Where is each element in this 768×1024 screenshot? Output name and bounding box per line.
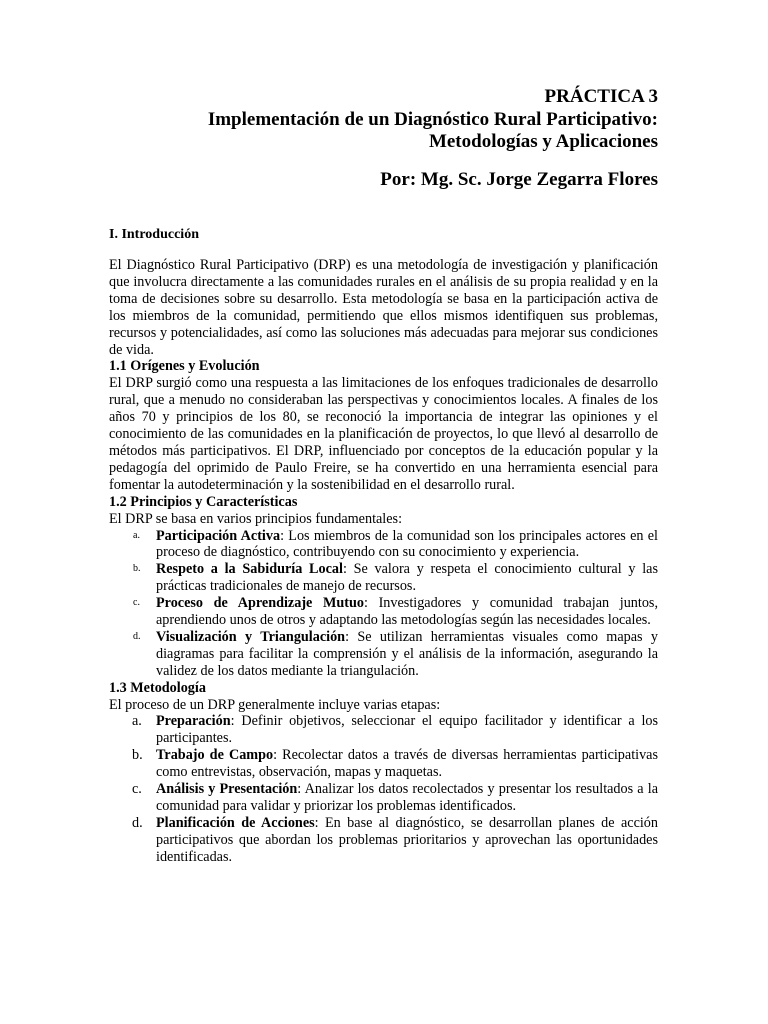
list-marker: d.	[132, 814, 143, 831]
list-text: : En base al diagnóstico, se desarrollan planes de acción participativos que abordan los problemas prioritarios y aprovechan las oportunidades identificadas.	[156, 814, 658, 865]
list-item	[109, 747, 658, 781]
list-marker: b.	[132, 747, 143, 764]
list-item	[109, 629, 658, 680]
list-text: : Se utilizan herramientas visuales como mapas y diagramas para facilitar la comprensión y el análisis de la información, asegurando la validez de los datos mediante la triangulación.	[156, 628, 658, 679]
methodology-list	[109, 713, 658, 865]
document-title-line-1: Implementación de un Diagnóstico Rural Participativo:	[207, 108, 658, 130]
list-term: Trabajo de Campo	[156, 747, 274, 764]
list-marker: c.	[132, 781, 142, 798]
list-marker: c.	[133, 597, 140, 609]
practice-title: PRÁCTICA 3	[544, 86, 658, 107]
list-item	[109, 781, 658, 815]
methodology-intro: El proceso de un DRP generalmente incluye varias etapas:	[109, 696, 441, 713]
principles-heading: 1.2 Principios y Características	[109, 493, 298, 510]
title-block	[109, 86, 658, 191]
list-text: : Investigadores y comunidad trabajan juntos, aprendiendo unos de otros y adaptando las metodologías según las necesidades locales.	[156, 595, 658, 629]
document-title-line-2: Metodologías y Aplicaciones	[428, 131, 658, 152]
list-item	[109, 815, 658, 866]
introduction-heading: I. Introducción	[109, 227, 199, 242]
origins-paragraph: El DRP surgió como una respuesta a las limitaciones de los enfoques tradicionales de desarrollo rural, que a menudo no consideraban las perspectivas y conocimientos locales. A finales de los años 70 y principios de los 80, se reconoció la importancia de integrar las opiniones y el conocimiento de las comunidades en la planificación de proyectos, lo que llevó al desarrollo de métodos más participativos. El DRP, influenciado por conceptos de la educación popular y la pedagogía del oprimido de Paulo Freire, se ha convertido en una herramienta esencial para fomentar la autodeterminación y la sostenibilidad en el desarrollo rural.	[109, 375, 658, 493]
origins-heading: 1.1 Orígenes y Evolución	[109, 358, 260, 375]
list-text: : Analizar los datos recolectados y presentar los resultados a la comunidad para validar y priorizar los problemas identificados.	[156, 781, 658, 814]
list-marker: d.	[133, 630, 141, 642]
list-item	[109, 713, 658, 747]
list-text: : Se valora y respeta el conocimiento cultural y las prácticas tradicionales de manejo de recursos.	[156, 561, 658, 595]
methodology-heading: 1.3 Metodología	[109, 679, 206, 696]
list-term: Análisis y Presentación	[156, 781, 298, 798]
list-marker: a.	[133, 529, 140, 541]
author-line: Por: Mg. Sc. Jorge Zegarra Flores	[380, 168, 658, 190]
list-text: : Definir objetivos, seleccionar el equipo facilitador y identificar a los participantes.	[156, 713, 658, 747]
list-term: Respeto a la Sabiduría Local	[156, 561, 343, 578]
list-term: Preparación	[156, 713, 231, 730]
principles-list	[109, 528, 658, 680]
list-text: : Recolectar datos a través de diversas herramientas participativas como entrevistas, observación, mapas y maquetas.	[156, 747, 658, 781]
list-marker: a.	[132, 713, 142, 730]
list-term: Visualización y Triangulación	[156, 628, 346, 645]
list-item	[109, 528, 658, 562]
list-term: Participación Activa	[156, 527, 281, 544]
list-item	[109, 595, 658, 629]
list-text: : Los miembros de la comunidad son los principales actores en el proceso de diagnóstico, contribuyendo con su conocimiento y experiencia.	[156, 527, 658, 561]
list-term: Planificación de Acciones	[156, 814, 315, 831]
introduction-paragraph: El Diagnóstico Rural Participativo (DRP) es una metodología de investigación y planificación que involucra directamente a las comunidades rurales en el análisis de su propia realidad y en la toma de decisiones sobre su desarrollo. Esta metodología se basa en la participación activa de los miembros de la comunidad, permitiendo que ellos mismos identifiquen sus problemas, recursos y potencialidades, así como las soluciones más adecuadas para mejorar sus condiciones de vida.	[109, 257, 658, 358]
list-term: Proceso de Aprendizaje Mutuo	[156, 595, 364, 612]
list-marker: b.	[133, 563, 141, 575]
list-item	[109, 561, 658, 595]
principles-intro: El DRP se basa en varios principios fundamentales:	[109, 510, 403, 527]
